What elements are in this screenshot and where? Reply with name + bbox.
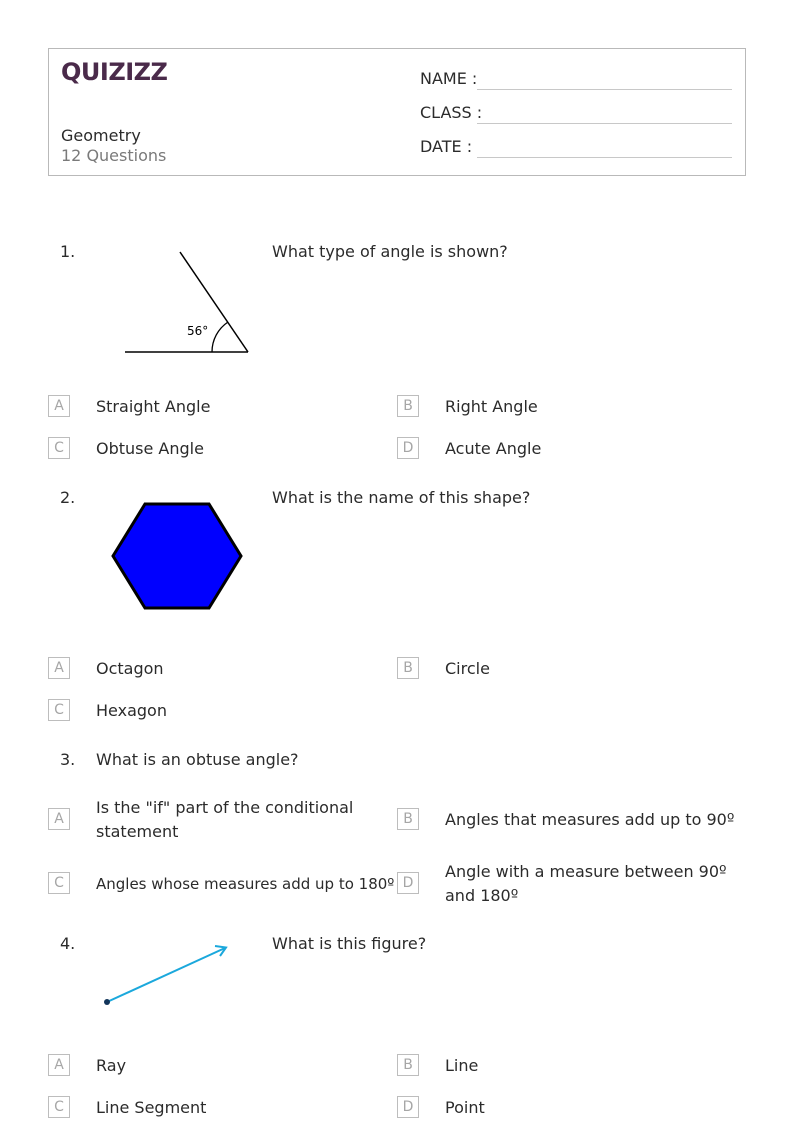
option-text[interactable]: Is the "if" part of the conditional statement — [96, 798, 354, 841]
worksheet-title: Geometry — [61, 126, 141, 145]
question-number: 3. — [60, 750, 76, 769]
option-text[interactable]: Ray — [96, 1056, 127, 1075]
option-letter[interactable]: D — [397, 872, 419, 894]
hexagon-figure — [110, 501, 244, 611]
option-text[interactable]: Line — [445, 1056, 479, 1075]
option-text[interactable]: Circle — [445, 659, 490, 678]
option-text[interactable]: Point — [445, 1098, 485, 1117]
question-number: 4. — [60, 934, 76, 953]
class-label: CLASS : — [420, 103, 483, 122]
date-label: DATE : — [420, 137, 473, 156]
question-text: What is an obtuse angle? — [96, 750, 299, 769]
class-line[interactable] — [477, 123, 732, 124]
option-text[interactable]: Obtuse Angle — [96, 439, 204, 458]
question-number: 2. — [60, 488, 76, 507]
ray-figure — [100, 940, 235, 1010]
option-text[interactable]: Angles that measures add up to 90º — [445, 810, 735, 829]
option-letter[interactable]: A — [48, 657, 70, 679]
question-number: 1. — [60, 242, 76, 261]
name-line[interactable] — [477, 89, 732, 90]
option-letter[interactable]: C — [48, 1096, 70, 1118]
option-letter[interactable]: B — [397, 808, 419, 830]
option-text[interactable]: Right Angle — [445, 397, 538, 416]
angle-figure — [120, 248, 255, 358]
question-count: 12 Questions — [61, 146, 167, 165]
option-letter[interactable]: C — [48, 872, 70, 894]
option-letter[interactable]: A — [48, 395, 70, 417]
option-letter[interactable]: A — [48, 1054, 70, 1076]
option-letter[interactable]: D — [397, 437, 419, 459]
option-text[interactable]: Line Segment — [96, 1098, 207, 1117]
worksheet-header — [48, 48, 746, 176]
option-letter[interactable]: D — [397, 1096, 419, 1118]
option-letter[interactable]: B — [397, 657, 419, 679]
option-text[interactable]: Hexagon — [96, 701, 167, 720]
quizizz-logo: QUIZIZZ — [61, 58, 168, 86]
option-text[interactable]: Angles whose measures add up to 180º — [96, 875, 395, 893]
option-letter[interactable]: C — [48, 699, 70, 721]
option-text[interactable]: Octagon — [96, 659, 164, 678]
option-letter[interactable]: C — [48, 437, 70, 459]
option-letter[interactable]: B — [397, 395, 419, 417]
option-text[interactable]: Straight Angle — [96, 397, 211, 416]
question-text: What type of angle is shown? — [272, 242, 508, 261]
angle-label: 56° — [187, 324, 209, 338]
option-letter[interactable]: B — [397, 1054, 419, 1076]
question-text: What is this figure? — [272, 934, 427, 953]
date-line[interactable] — [477, 157, 732, 158]
option-text[interactable]: Acute Angle — [445, 439, 542, 458]
name-label: NAME : — [420, 69, 478, 88]
option-text[interactable]: Angle with a measure between 90º and 180º — [445, 862, 727, 905]
question-text: What is the name of this shape? — [272, 488, 531, 507]
option-letter[interactable]: A — [48, 808, 70, 830]
